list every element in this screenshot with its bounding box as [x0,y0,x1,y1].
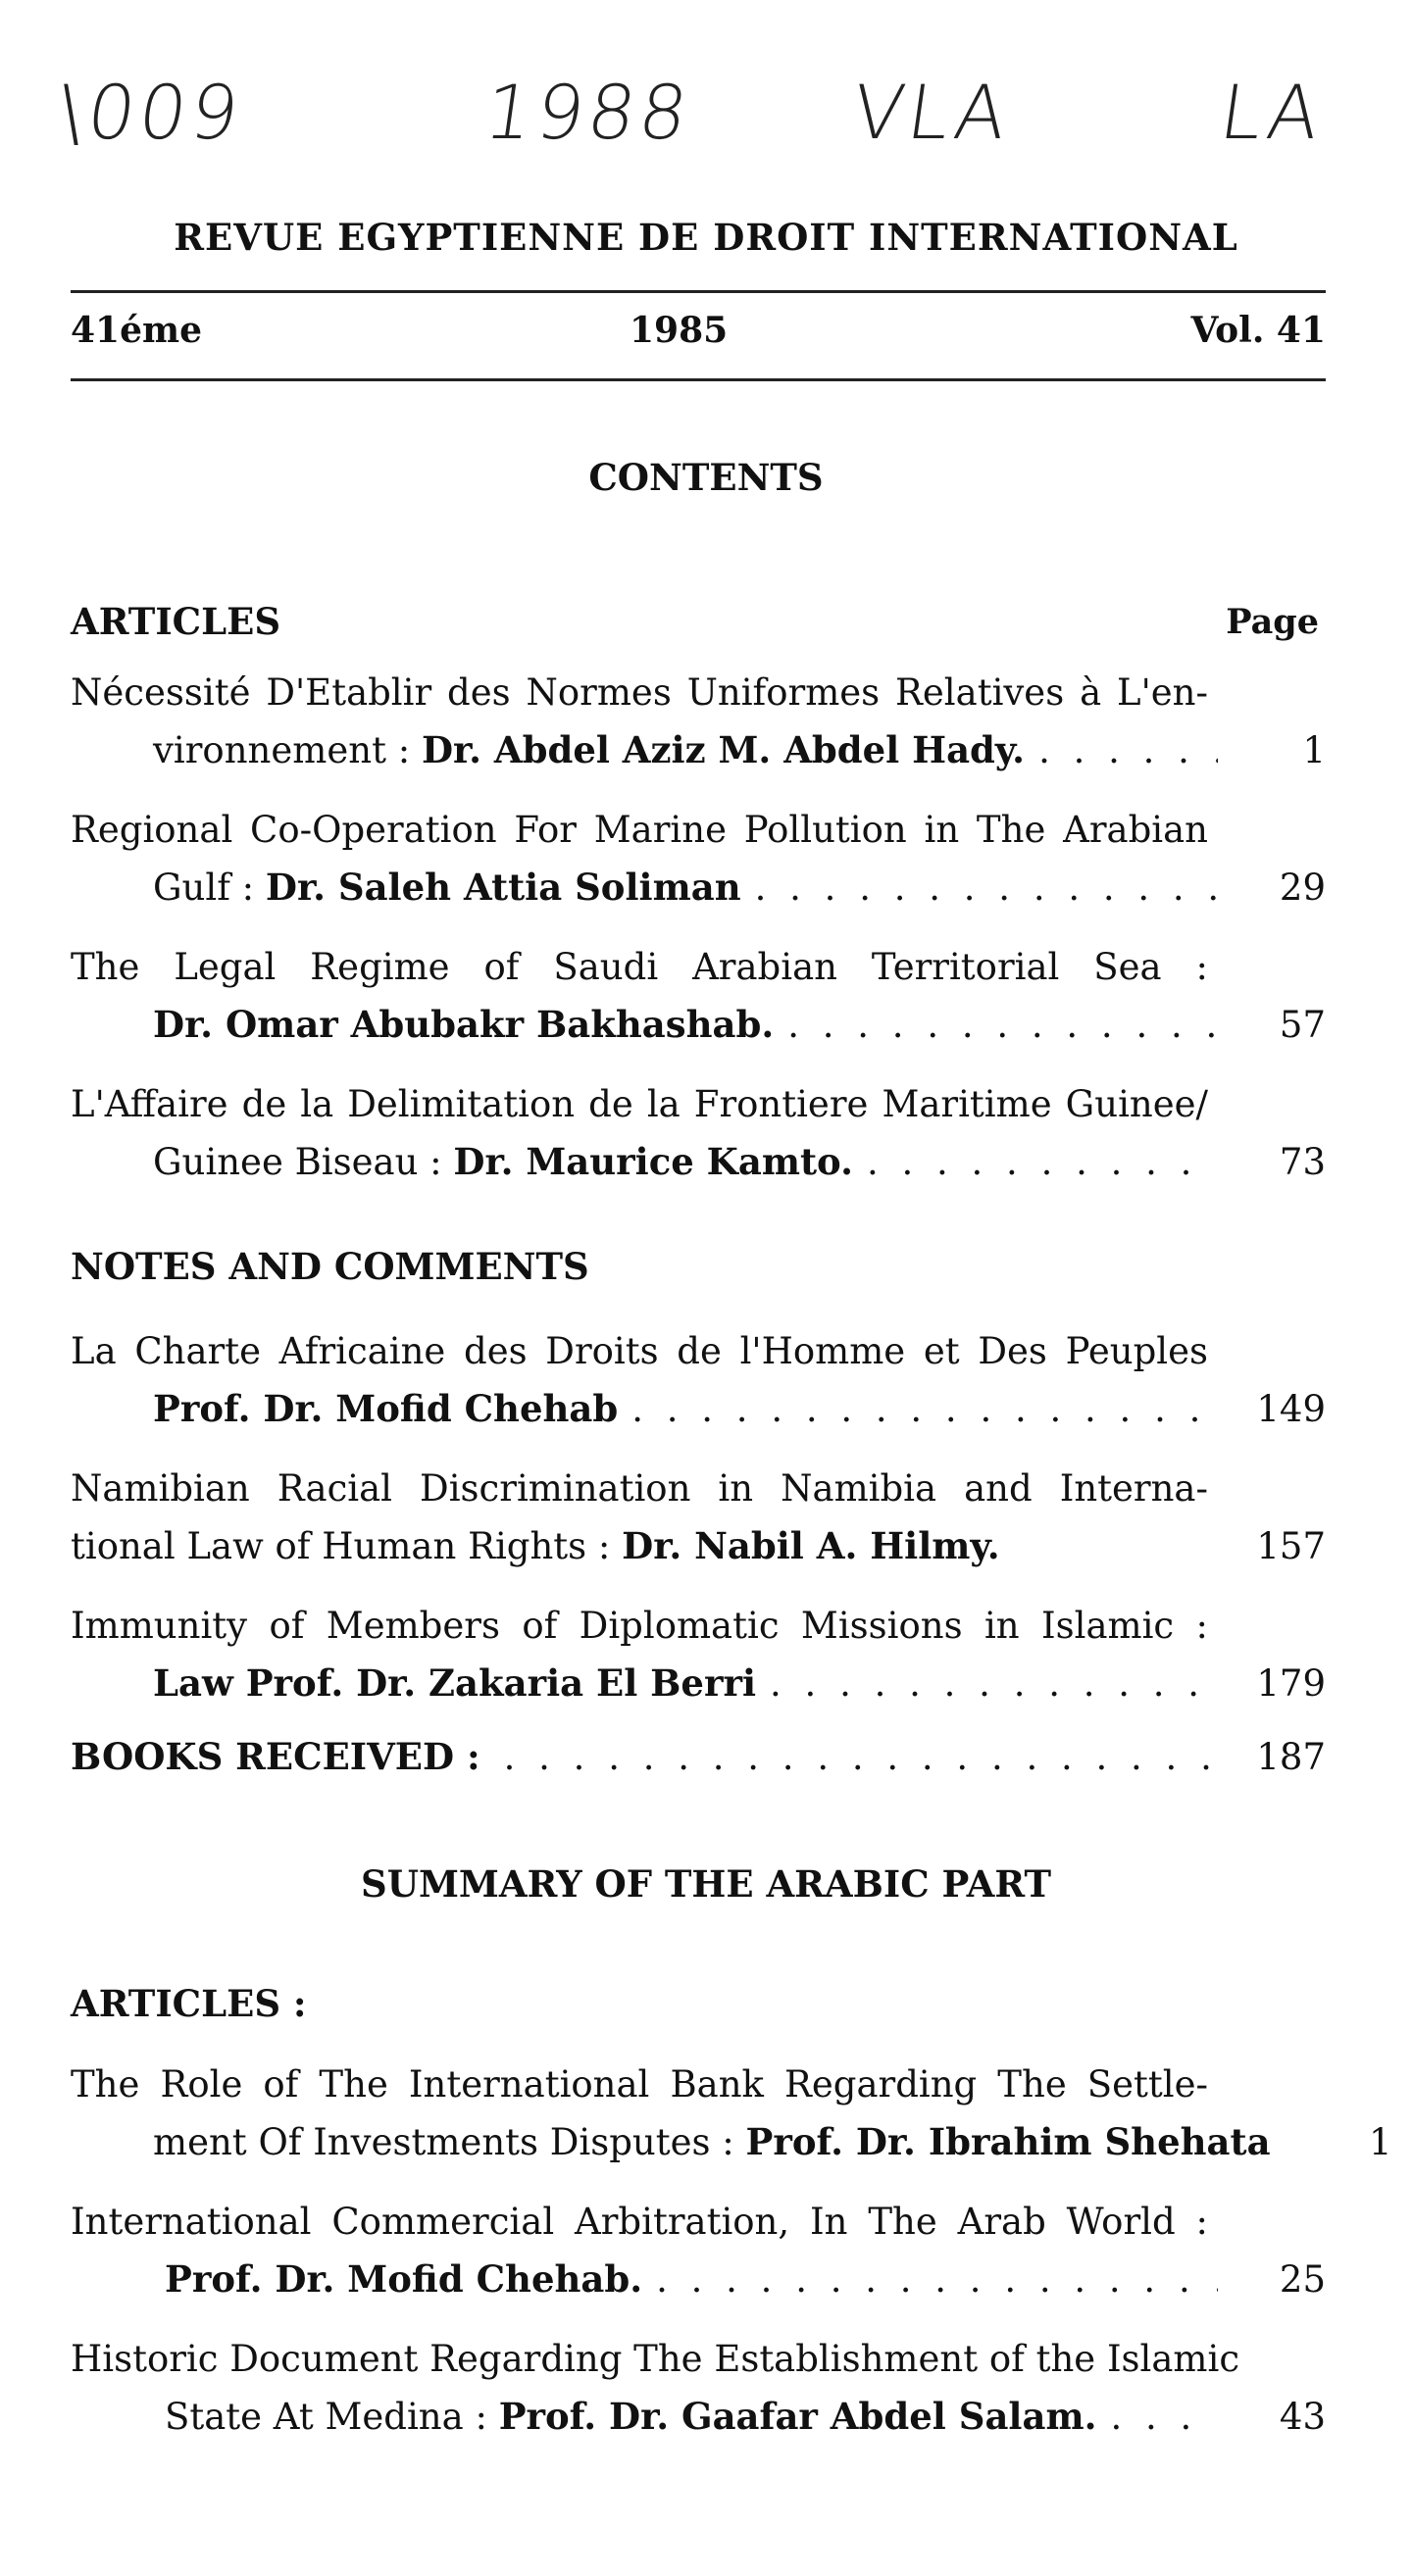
entry-title-cont: tional Law of Human Rights : [71,1525,611,1567]
toc-entry [71,1461,1326,1575]
entry-page: 1 [1302,729,1326,771]
entry-author: Dr. Abdel Aziz M. Abdel Hady. [421,728,1026,771]
entry-author: Prof. Dr. Mofid Chehab [153,1387,619,1430]
entry-title: The Role of The International Bank Regarding The Settle- [71,2063,1208,2105]
entry-title: Historic Document Regarding The Establishment of the Islamic [71,2338,1240,2380]
entry-title: Namibian Racial Discrimination in Namibia and Interna- [71,1467,1208,1510]
books-received-label: BOOKS RECEIVED : [71,1735,480,1778]
entry-page: 149 [1256,1388,1326,1430]
section-heading-summary: SUMMARY OF THE ARABIC PART [360,1862,1051,1906]
entry-page: 187 [1256,1736,1326,1778]
entry-title-cont: State At Medina : [165,2396,487,2438]
journal-title: REVUE EGYPTIENNE DE DROIT INTERNATIONAL [174,216,1238,259]
entry-page: 43 [1279,2396,1326,2438]
issue-year: 1985 [630,310,729,351]
entry-page: 25 [1279,2258,1326,2301]
dot-leader [770,1656,1218,1712]
toc-entry [71,665,1326,779]
entry-title: La Charte Africaine des Droits de l'Homme et Des Peuples [71,1330,1208,1372]
handwritten-note: 1988 [479,69,697,156]
entry-page: 1 [1369,2121,1392,2163]
toc-entry [71,2056,1392,2171]
dot-leader [1038,722,1218,779]
issue-edition: 41éme [71,310,202,351]
page-title: CONTENTS [588,456,824,499]
entry-page: 157 [1256,1525,1326,1567]
entry-author: Prof. Dr. Ibrahim Shehata [745,2120,1271,2163]
toc-entry-books [71,1735,1326,1778]
entry-title: Regional Co-Operation For Marine Pollution in The Arabian [71,809,1208,851]
toc-entry [71,939,1326,1054]
toc-entry [71,802,1326,916]
entry-author: Dr. Omar Abubakr Bakhashab. [153,1003,775,1046]
dot-leader [656,2252,1218,2308]
divider [71,290,1326,293]
toc-entry [71,2194,1326,2308]
entry-title: Nécessité D'Etablir des Normes Uniformes Relatives à L'en- [71,671,1208,714]
dot-leader [504,1736,1218,1778]
entry-author: Prof. Dr. Mofid Chehab. [165,2257,643,2301]
entry-title: International Commercial Arbitration, In The Arab World : [71,2201,1208,2243]
section-heading-notes: NOTES AND COMMENTS [71,1245,589,1288]
entry-title: Immunity of Members of Diplomatic Missions in Islamic : [71,1605,1208,1647]
entry-title-cont: ment Of Investments Disputes : [153,2121,734,2163]
handwritten-note: \009 [52,69,248,156]
entry-title-cont: vironnement : [153,729,411,771]
toc-entry [71,1598,1326,1712]
entry-author: Dr. Saleh Attia Soliman [265,866,741,909]
entry-author: Dr. Nabil A. Hilmy. [622,1524,1000,1567]
issue-volume: Vol. 41 [1190,310,1326,351]
divider [71,378,1326,381]
entry-title-cont: Guinee Biseau : [153,1141,442,1183]
dot-leader [1110,2389,1218,2446]
handwritten-note: VLA [846,69,1017,156]
entry-page: 179 [1256,1662,1326,1705]
dot-leader [755,860,1218,916]
section-heading-arabic-articles: ARTICLES : [71,1982,307,2025]
entry-page: 29 [1279,867,1326,909]
entry-page: 57 [1279,1004,1326,1046]
entry-title: L'Affaire de la Delimitation de la Frontiere Maritime Guinee/ [71,1083,1208,1125]
entry-page: 73 [1279,1141,1326,1183]
section-heading-articles: ARTICLES [71,600,281,643]
toc-entry [71,1323,1326,1438]
entry-author: Dr. Maurice Kamto. [453,1140,853,1183]
handwritten-note: LA [1214,69,1330,156]
entry-author: Law Prof. Dr. Zakaria El Berri [153,1661,757,1705]
toc-entry [71,2331,1326,2446]
entry-title-cont: Gulf : [153,867,255,909]
entry-author: Prof. Dr. Gaafar Abdel Salam. [498,2395,1097,2438]
dot-leader [787,997,1218,1054]
dot-leader [631,1381,1218,1438]
page-column-label: Page [1226,602,1319,642]
dot-leader [867,1134,1218,1191]
entry-title: The Legal Regime of Saudi Arabian Territorial Sea : [71,946,1208,988]
toc-entry [71,1076,1326,1191]
